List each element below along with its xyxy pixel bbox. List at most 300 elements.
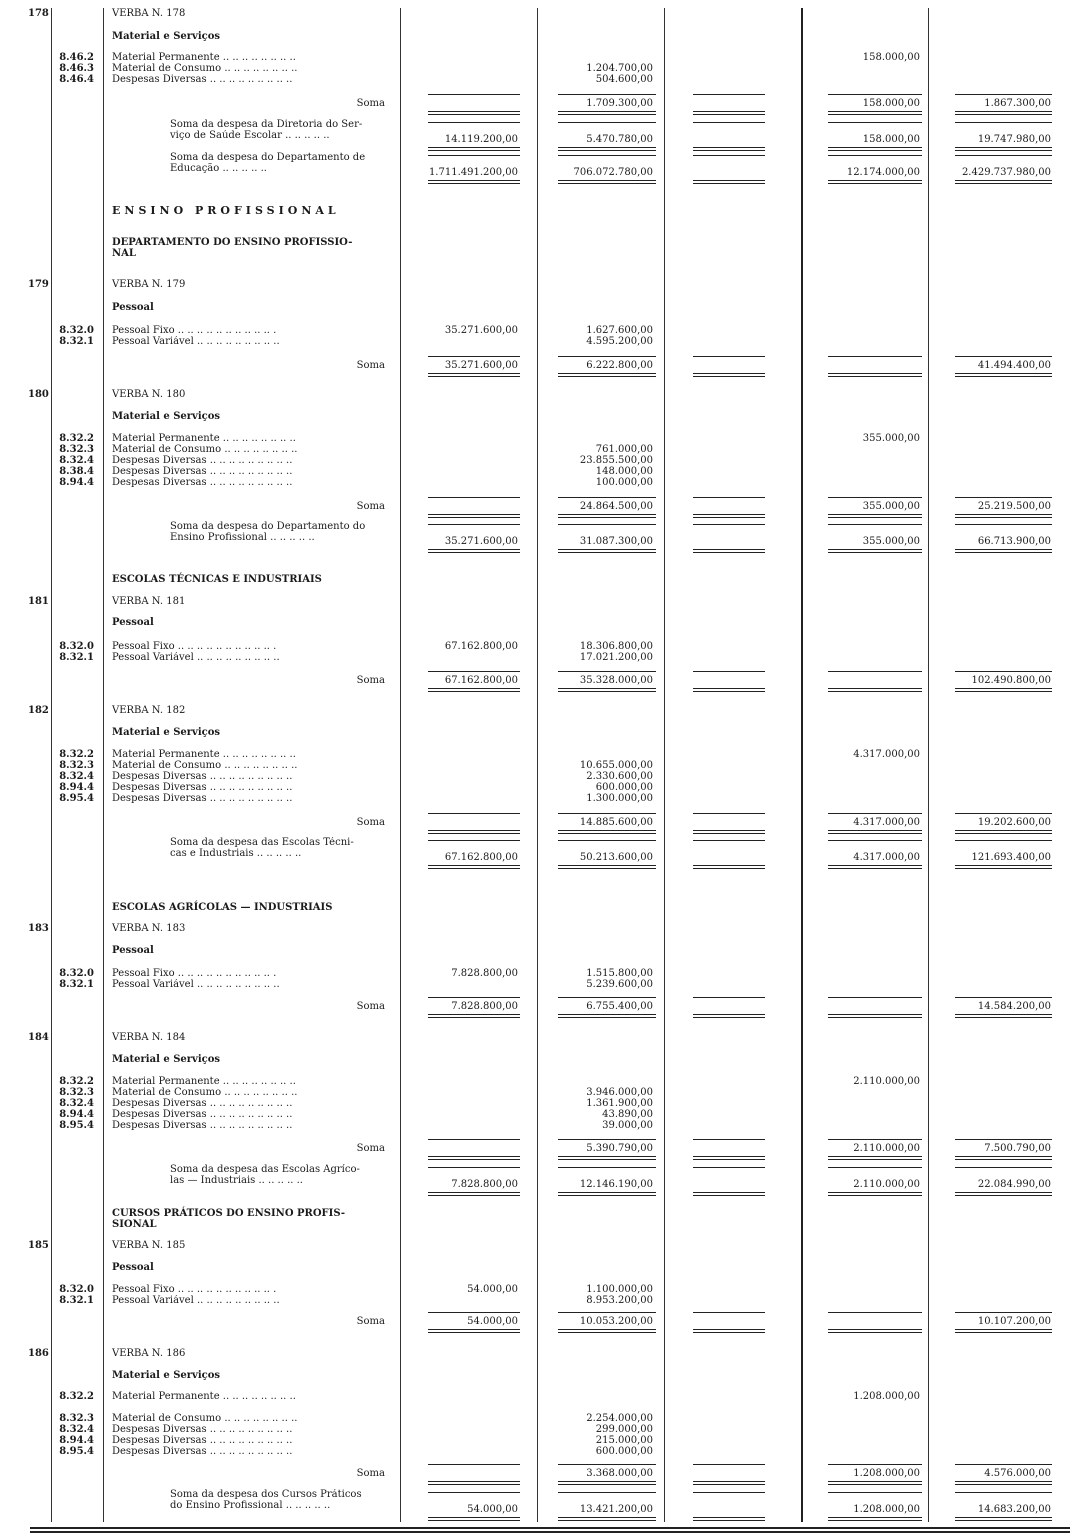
total-rule	[428, 514, 520, 515]
total-pessoal: 7.828.800,00	[451, 1179, 518, 1190]
total-rule	[428, 1014, 520, 1015]
total-pessoal: 54.000,00	[467, 1316, 518, 1327]
total-rule	[428, 1329, 520, 1330]
total-geral: 25.219.500,00	[977, 501, 1051, 512]
amount-material: 215.000,00	[595, 1435, 653, 1446]
account-code: 8.94.4	[59, 477, 94, 488]
total-rule	[828, 1312, 922, 1313]
total-rule	[955, 497, 1052, 498]
line-item: Material Permanente .. .. .. .. .. .. .. ..	[112, 52, 300, 63]
total-rule	[428, 1312, 520, 1313]
amount-material: 18.306.800,00	[579, 641, 653, 652]
total-rule	[558, 147, 656, 148]
total-rule	[693, 997, 765, 998]
total-rule	[558, 671, 656, 672]
section-heading: Material e Serviços	[112, 1370, 221, 1381]
total-rule	[693, 671, 765, 672]
total-rule	[693, 514, 765, 515]
total-rule	[428, 1156, 520, 1157]
total-geral: 14.584.200,00	[977, 1001, 1051, 1012]
total-rule	[693, 1492, 765, 1493]
total-material: 50.213.600,00	[579, 852, 653, 863]
total-rule	[428, 671, 520, 672]
total-rule	[558, 94, 656, 95]
section-heading: VERBA N. 182	[112, 705, 186, 716]
total-rule	[428, 830, 520, 831]
total-material: 35.328.000,00	[579, 675, 653, 686]
line-item: Despesas Diversas .. .. .. .. .. .. .. .. ..	[112, 466, 293, 477]
total-rule	[693, 840, 765, 841]
account-code: 8.32.4	[59, 1424, 94, 1435]
line-item: Despesas Diversas .. .. .. .. .. .. .. .. ..	[112, 1446, 293, 1457]
section-heading: Material e Serviços	[112, 727, 221, 738]
account-code: 8.95.4	[59, 1446, 94, 1457]
section-heading: VERBA N. 179	[112, 279, 186, 290]
account-code: 8.46.2	[59, 52, 94, 63]
account-code: 8.32.2	[59, 1076, 94, 1087]
amount-permanente: 4.317.000,00	[853, 749, 920, 760]
line-item: Despesas Diversas .. .. .. .. .. .. .. .. ..	[112, 1424, 293, 1435]
total-rule	[955, 688, 1052, 689]
section-heading: VERBA N. 178	[112, 8, 186, 19]
account-code: 8.32.3	[59, 760, 94, 771]
total-rule	[828, 497, 922, 498]
total-rule	[828, 671, 922, 672]
total-rule	[955, 111, 1052, 112]
total-rule	[955, 1139, 1052, 1140]
amount-material: 17.021.200,00	[579, 652, 653, 663]
column-rule	[801, 8, 803, 1522]
total-rule	[693, 122, 765, 123]
amount-material: 1.100.000,00	[586, 1284, 653, 1295]
soma-despesa-label: Soma da despesa da Diretoria do Ser-	[170, 119, 363, 130]
total-material: 6.222.800,00	[586, 360, 653, 371]
total-rule	[828, 865, 922, 866]
line-item: Despesas Diversas .. .. .. .. .. .. .. .. ..	[112, 455, 293, 466]
account-code: 8.32.0	[59, 641, 94, 652]
section-heading: VERBA N. 180	[112, 389, 186, 400]
section-heading: VERBA N. 181	[112, 596, 186, 607]
line-item: Pessoal Variável .. .. .. .. .. .. .. .. ..	[112, 979, 283, 990]
amount-material: 23.855.500,00	[579, 455, 653, 466]
total-geral: 22.084.990,00	[977, 1179, 1051, 1190]
total-rule	[828, 373, 922, 374]
total-rule	[955, 122, 1052, 123]
amount-material: 100.000,00	[595, 477, 653, 488]
total-rule	[428, 1492, 520, 1493]
total-permanente: 158.000,00	[862, 98, 920, 109]
amount-material: 1.300.000,00	[586, 793, 653, 804]
line-item: Despesas Diversas .. .. .. .. .. .. .. .. ..	[112, 771, 293, 782]
total-rule	[955, 1014, 1052, 1015]
total-rule	[428, 524, 520, 525]
verba-number: 180	[28, 389, 49, 400]
total-rule	[428, 1167, 520, 1168]
section-heading: CURSOS PRÁTICOS DO ENSINO PROFIS-	[112, 1208, 346, 1219]
line-item: Material de Consumo .. .. .. .. .. .. .. ..	[112, 1087, 301, 1098]
column-rule	[664, 8, 665, 1522]
total-pessoal: 35.271.600,00	[444, 360, 518, 371]
account-code: 8.32.0	[59, 325, 94, 336]
account-code: 8.32.1	[59, 652, 94, 663]
total-pessoal: 67.162.800,00	[444, 852, 518, 863]
section-heading: VERBA N. 183	[112, 923, 186, 934]
total-material: 6.755.400,00	[586, 1001, 653, 1012]
account-code: 8.94.4	[59, 1435, 94, 1446]
soma-despesa-label: Soma da despesa das Escolas Agríco-	[170, 1164, 360, 1175]
section-heading: NAL	[112, 248, 136, 259]
total-rule	[428, 1139, 520, 1140]
total-rule	[558, 373, 656, 374]
total-rule	[693, 155, 765, 156]
account-code: 8.38.4	[59, 466, 94, 477]
line-item: Material Permanente .. .. .. .. .. .. .. ..	[112, 749, 300, 760]
total-permanente: 12.174.000,00	[846, 167, 920, 178]
section-heading: Pessoal	[112, 945, 154, 956]
total-material: 1.709.300,00	[586, 98, 653, 109]
account-code: 8.95.4	[59, 1120, 94, 1131]
total-rule	[428, 1464, 520, 1465]
amount-material: 4.595.200,00	[586, 336, 653, 347]
line-item: Despesas Diversas .. .. .. .. .. .. .. .. ..	[112, 793, 293, 804]
total-material: 706.072.780,00	[573, 167, 653, 178]
total-rule	[428, 373, 520, 374]
total-rule	[558, 514, 656, 515]
total-rule	[558, 1464, 656, 1465]
total-rule	[828, 1167, 922, 1168]
section-heading: Pessoal	[112, 617, 154, 628]
verba-number: 185	[28, 1240, 49, 1251]
total-pessoal: 67.162.800,00	[444, 675, 518, 686]
total-rule	[955, 549, 1052, 550]
total-rule	[558, 122, 656, 123]
total-rule	[955, 1329, 1052, 1330]
total-geral: 19.202.600,00	[977, 817, 1051, 828]
total-rule	[558, 1329, 656, 1330]
total-geral: 10.107.200,00	[977, 1316, 1051, 1327]
line-item: Pessoal Fixo .. .. .. .. .. .. .. .. .. .. .	[112, 641, 277, 652]
total-rule	[828, 1192, 922, 1193]
total-rule	[558, 356, 656, 357]
amount-pessoal: 35.271.600,00	[444, 325, 518, 336]
total-rule	[693, 1014, 765, 1015]
total-rule	[558, 111, 656, 112]
total-rule	[558, 997, 656, 998]
section-heading: Material e Serviços	[112, 411, 221, 422]
line-item: Material Permanente .. .. .. .. .. .. .. ..	[112, 1391, 300, 1402]
line-item: Pessoal Fixo .. .. .. .. .. .. .. .. .. .. .	[112, 968, 277, 979]
line-item: Pessoal Variável .. .. .. .. .. .. .. .. ..	[112, 652, 283, 663]
total-permanente: 2.110.000,00	[853, 1179, 920, 1190]
total-rule	[828, 356, 922, 357]
line-item: Despesas Diversas .. .. .. .. .. .. .. .. ..	[112, 74, 293, 85]
total-rule	[558, 840, 656, 841]
total-rule	[828, 813, 922, 814]
verba-number: 186	[28, 1348, 49, 1359]
account-code: 8.32.2	[59, 433, 94, 444]
amount-material: 8.953.200,00	[586, 1295, 653, 1306]
total-rule	[693, 1312, 765, 1313]
amount-material: 5.239.600,00	[586, 979, 653, 990]
total-rule	[428, 497, 520, 498]
section-heading: SIONAL	[112, 1219, 157, 1230]
total-rule	[558, 813, 656, 814]
account-code: 8.94.4	[59, 1109, 94, 1120]
amount-material: 299.000,00	[595, 1424, 653, 1435]
total-rule	[955, 524, 1052, 525]
total-rule	[955, 840, 1052, 841]
total-rule	[693, 865, 765, 866]
total-rule	[828, 997, 922, 998]
total-permanente: 2.110.000,00	[853, 1143, 920, 1154]
total-rule	[558, 1492, 656, 1493]
total-rule	[428, 155, 520, 156]
total-rule	[955, 671, 1052, 672]
total-rule	[693, 373, 765, 374]
amount-material: 504.600,00	[595, 74, 653, 85]
line-item: Pessoal Variável .. .. .. .. .. .. .. .. ..	[112, 1295, 283, 1306]
total-geral: 66.713.900,00	[977, 536, 1051, 547]
soma-despesa-label: do Ensino Profissional .. .. .. .. ..	[170, 1500, 331, 1511]
section-heading: DEPARTAMENTO DO ENSINO PROFISSIO-	[112, 237, 353, 248]
total-permanente: 355.000,00	[862, 536, 920, 547]
bottom-rule	[30, 1527, 1070, 1529]
soma-despesa-label: Soma da despesa do Departamento de	[170, 152, 366, 163]
total-rule	[558, 865, 656, 866]
amount-material: 1.627.600,00	[586, 325, 653, 336]
soma-despesa-label: Educação .. .. .. .. ..	[170, 163, 267, 174]
total-rule	[828, 1464, 922, 1465]
soma-despesa-label: Soma da despesa das Escolas Técni-	[170, 837, 354, 848]
total-rule	[955, 1464, 1052, 1465]
total-rule	[558, 1481, 656, 1482]
total-rule	[428, 180, 520, 181]
total-rule	[955, 1156, 1052, 1157]
total-permanente: 1.208.000,00	[853, 1504, 920, 1515]
total-geral: 4.576.000,00	[984, 1468, 1051, 1479]
line-item: Despesas Diversas .. .. .. .. .. .. .. .. ..	[112, 1098, 293, 1109]
account-code: 8.32.3	[59, 1413, 94, 1424]
section-heading: Material e Serviços	[112, 1054, 221, 1065]
section-title: ENSINO PROFISSIONAL	[112, 204, 340, 217]
total-rule	[558, 1156, 656, 1157]
account-code: 8.95.4	[59, 793, 94, 804]
account-code: 8.46.3	[59, 63, 94, 74]
total-rule	[828, 1481, 922, 1482]
section-heading: Pessoal	[112, 302, 154, 313]
amount-material: 2.254.000,00	[586, 1413, 653, 1424]
total-material: 5.470.780,00	[586, 134, 653, 145]
total-rule	[955, 1481, 1052, 1482]
total-rule	[428, 813, 520, 814]
soma-despesa-label: viço de Saúde Escolar .. .. .. .. ..	[170, 130, 330, 141]
total-rule	[693, 1192, 765, 1193]
verba-number: 181	[28, 596, 49, 607]
total-rule	[955, 94, 1052, 95]
total-rule	[693, 830, 765, 831]
line-item: Material de Consumo .. .. .. .. .. .. .. ..	[112, 63, 301, 74]
total-rule	[428, 1517, 520, 1518]
verba-number: 183	[28, 923, 49, 934]
total-rule	[828, 549, 922, 550]
amount-pessoal: 54.000,00	[467, 1284, 518, 1295]
amount-material: 1.361.900,00	[586, 1098, 653, 1109]
amount-material: 43.890,00	[602, 1109, 653, 1120]
account-code: 8.32.0	[59, 968, 94, 979]
total-rule	[428, 147, 520, 148]
verba-number: 182	[28, 705, 49, 716]
account-code: 8.32.0	[59, 1284, 94, 1295]
total-rule	[693, 549, 765, 550]
account-code: 8.32.1	[59, 336, 94, 347]
total-rule	[693, 1329, 765, 1330]
total-rule	[693, 356, 765, 357]
line-item: Despesas Diversas .. .. .. .. .. .. .. .. ..	[112, 1109, 293, 1120]
total-rule	[428, 840, 520, 841]
column-rule	[928, 8, 929, 1522]
soma-label: Soma	[356, 1143, 385, 1154]
total-rule	[955, 1517, 1052, 1518]
total-rule	[955, 813, 1052, 814]
total-rule	[955, 1492, 1052, 1493]
line-item: Despesas Diversas .. .. .. .. .. .. .. .. ..	[112, 1120, 293, 1131]
account-code: 8.32.2	[59, 749, 94, 760]
total-rule	[828, 1014, 922, 1015]
account-code: 8.32.4	[59, 771, 94, 782]
amount-material: 10.655.000,00	[579, 760, 653, 771]
account-code: 8.32.3	[59, 1087, 94, 1098]
total-rule	[828, 1492, 922, 1493]
amount-material: 600.000,00	[595, 782, 653, 793]
soma-label: Soma	[356, 1316, 385, 1327]
account-code: 8.32.4	[59, 1098, 94, 1109]
total-rule	[428, 549, 520, 550]
total-material: 3.368.000,00	[586, 1468, 653, 1479]
section-heading: Material e Serviços	[112, 31, 221, 42]
amount-permanente: 355.000,00	[862, 433, 920, 444]
total-rule	[955, 155, 1052, 156]
total-rule	[693, 111, 765, 112]
total-rule	[558, 497, 656, 498]
amount-material: 2.330.600,00	[586, 771, 653, 782]
total-rule	[693, 94, 765, 95]
total-rule	[558, 1312, 656, 1313]
total-material: 5.390.790,00	[586, 1143, 653, 1154]
total-rule	[558, 155, 656, 156]
total-rule	[828, 155, 922, 156]
amount-pessoal: 67.162.800,00	[444, 641, 518, 652]
total-geral: 41.494.400,00	[977, 360, 1051, 371]
section-heading: VERBA N. 185	[112, 1240, 186, 1251]
total-rule	[558, 688, 656, 689]
soma-despesa-label: Soma da despesa dos Cursos Práticos	[170, 1489, 362, 1500]
total-pessoal: 7.828.800,00	[451, 1001, 518, 1012]
total-permanente: 355.000,00	[862, 501, 920, 512]
total-rule	[828, 94, 922, 95]
total-rule	[828, 1329, 922, 1330]
total-material: 13.421.200,00	[579, 1504, 653, 1515]
amount-material: 39.000,00	[602, 1120, 653, 1131]
amount-material: 1.204.700,00	[586, 63, 653, 74]
amount-material: 600.000,00	[595, 1446, 653, 1457]
total-rule	[955, 514, 1052, 515]
verba-number: 184	[28, 1032, 49, 1043]
total-rule	[428, 111, 520, 112]
total-geral: 19.747.980,00	[977, 134, 1051, 145]
verba-number: 178	[28, 8, 49, 19]
total-rule	[828, 1156, 922, 1157]
total-rule	[955, 373, 1052, 374]
soma-despesa-label: Soma da despesa do Departamento do	[170, 521, 366, 532]
total-geral: 102.490.800,00	[971, 675, 1051, 686]
total-material: 31.087.300,00	[579, 536, 653, 547]
account-code: 8.46.4	[59, 74, 94, 85]
total-geral: 7.500.790,00	[984, 1143, 1051, 1154]
total-rule	[828, 830, 922, 831]
total-rule	[693, 1167, 765, 1168]
line-item: Despesas Diversas .. .. .. .. .. .. .. .. ..	[112, 477, 293, 488]
total-rule	[828, 180, 922, 181]
line-item: Material Permanente .. .. .. .. .. .. .. ..	[112, 433, 300, 444]
total-rule	[558, 1517, 656, 1518]
total-rule	[428, 865, 520, 866]
total-pessoal: 14.119.200,00	[444, 134, 518, 145]
total-rule	[828, 514, 922, 515]
account-code: 8.32.2	[59, 1391, 94, 1402]
section-heading: VERBA N. 186	[112, 1348, 186, 1359]
total-rule	[693, 688, 765, 689]
soma-despesa-label: las — Industriais .. .. .. .. ..	[170, 1175, 303, 1186]
bottom-rule	[30, 1531, 1070, 1533]
amount-pessoal: 7.828.800,00	[451, 968, 518, 979]
total-rule	[693, 813, 765, 814]
total-material: 14.885.600,00	[579, 817, 653, 828]
total-material: 24.864.500,00	[579, 501, 653, 512]
section-heading: ESCOLAS AGRÍCOLAS — INDUSTRIAIS	[112, 902, 333, 913]
total-rule	[955, 180, 1052, 181]
total-rule	[428, 356, 520, 357]
verba-number: 179	[28, 279, 49, 290]
total-rule	[428, 688, 520, 689]
total-material: 12.146.190,00	[579, 1179, 653, 1190]
total-rule	[693, 1139, 765, 1140]
soma-label: Soma	[356, 1001, 385, 1012]
total-geral: 121.693.400,00	[971, 852, 1051, 863]
column-rule	[400, 8, 401, 1522]
soma-despesa-label: cas e Industriais .. .. .. .. ..	[170, 848, 302, 859]
total-pessoal: 35.271.600,00	[444, 536, 518, 547]
total-rule	[955, 1312, 1052, 1313]
total-permanente: 4.317.000,00	[853, 817, 920, 828]
soma-label: Soma	[356, 1468, 385, 1479]
total-material: 10.053.200,00	[579, 1316, 653, 1327]
line-item: Despesas Diversas .. .. .. .. .. .. .. .. ..	[112, 782, 293, 793]
line-item: Material de Consumo .. .. .. .. .. .. .. ..	[112, 1413, 301, 1424]
total-rule	[693, 497, 765, 498]
total-rule	[955, 147, 1052, 148]
account-code: 8.32.1	[59, 1295, 94, 1306]
amount-material: 3.946.000,00	[586, 1087, 653, 1098]
column-rule	[537, 8, 538, 1522]
amount-material: 1.515.800,00	[586, 968, 653, 979]
total-geral: 2.429.737.980,00	[961, 167, 1051, 178]
total-rule	[828, 840, 922, 841]
total-rule	[428, 1481, 520, 1482]
total-permanente: 4.317.000,00	[853, 852, 920, 863]
total-rule	[558, 524, 656, 525]
total-rule	[428, 94, 520, 95]
total-rule	[828, 1139, 922, 1140]
